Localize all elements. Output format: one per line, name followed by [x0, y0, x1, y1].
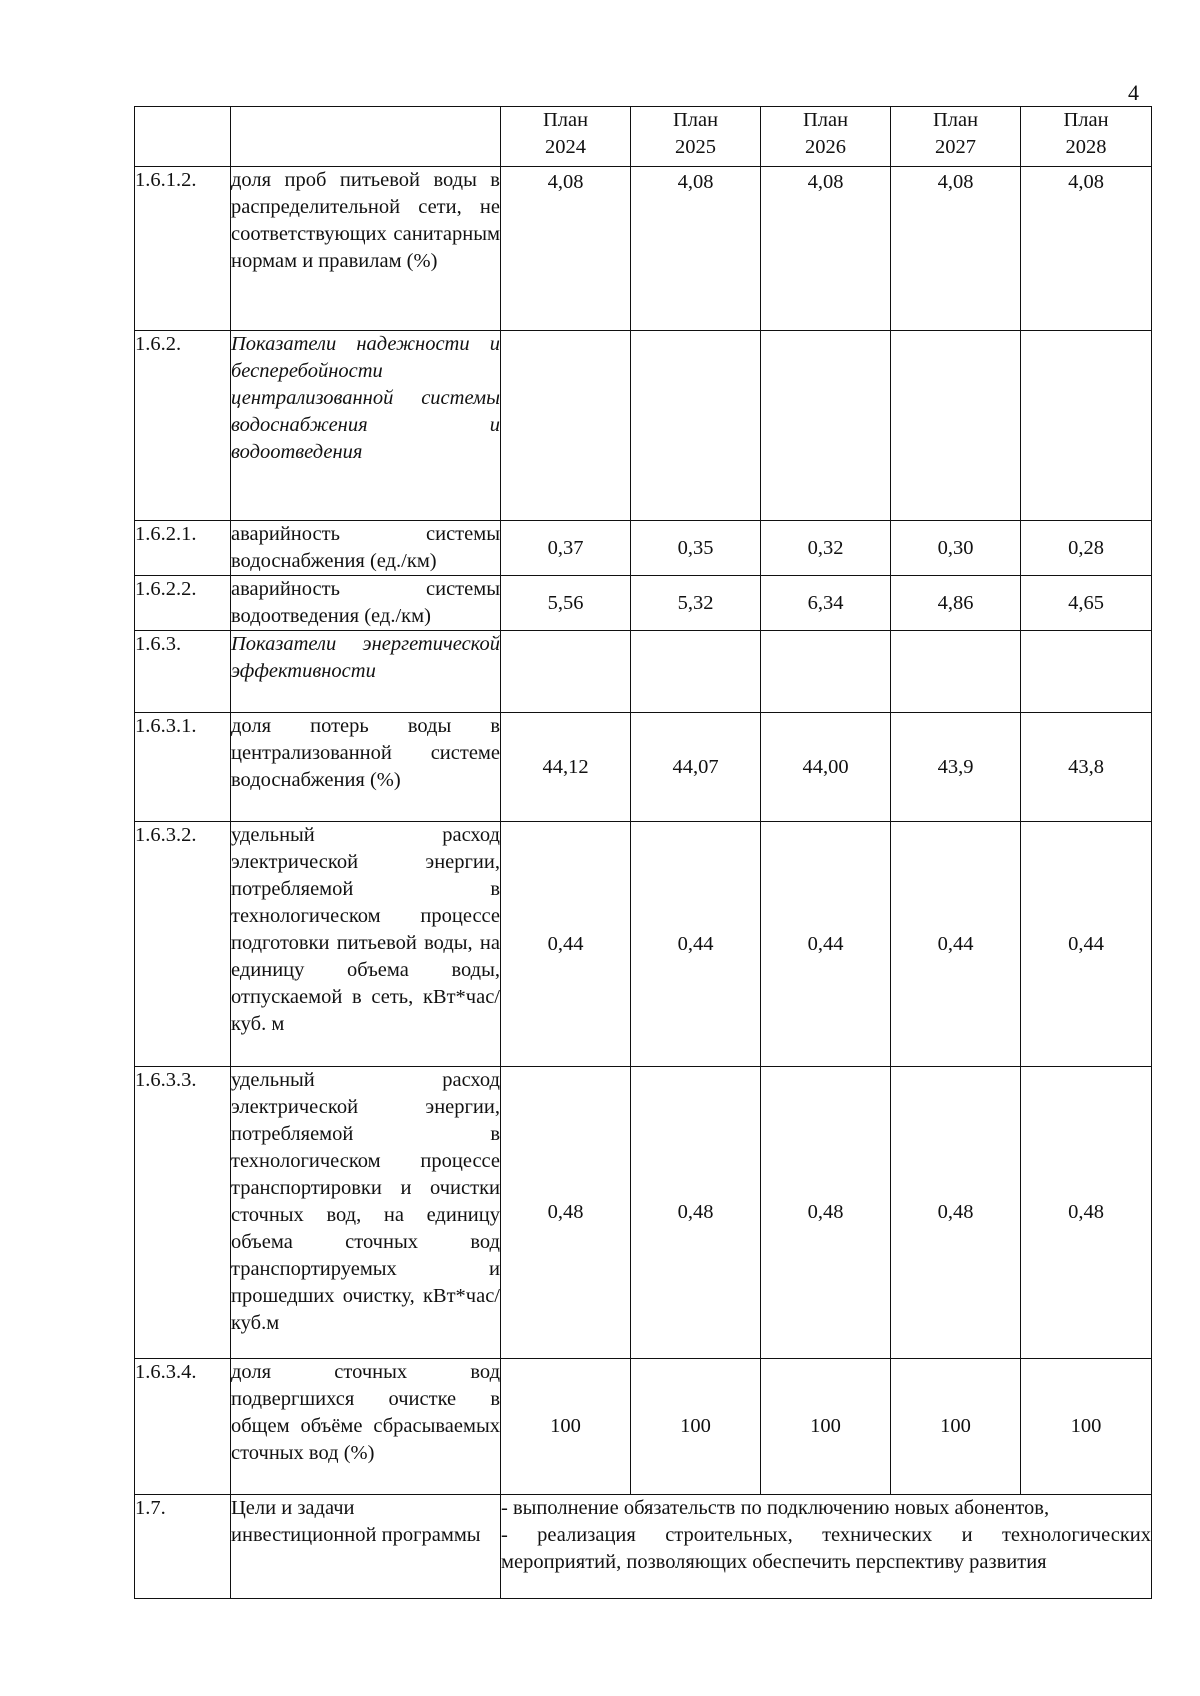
table-row	[135, 1359, 1152, 1495]
row-number: 1.6.3.3.	[135, 1067, 231, 1359]
row-description: удельный расход электрической энергии, потребляемой в технологическом процессе подготовки питьевой воды, на единицу объема воды, отпускаемой в сеть, кВт*час/куб. м	[231, 822, 501, 1067]
row-number: 1.6.1.2.	[135, 167, 231, 331]
value-2028: 4,65	[1021, 576, 1152, 631]
goal-item: - реализация строительных, технических и технологических мероприятий, позволяющих обеспечить перспективу развития	[501, 1524, 1151, 1573]
table-row	[135, 521, 1152, 576]
plan-year: 2026	[805, 136, 846, 158]
plan-year: 2025	[675, 136, 716, 158]
plan-label: План	[672, 109, 719, 131]
value-2025: 5,32	[631, 576, 761, 631]
value-2027: 100	[891, 1359, 1021, 1495]
value-2026: 0,32	[761, 521, 891, 576]
value-2026: 4,08	[761, 167, 891, 331]
value-2024: 0,48	[501, 1067, 631, 1359]
row-number: 1.6.2.	[135, 331, 231, 521]
table-row	[135, 167, 1152, 331]
value-2028: 4,08	[1021, 167, 1152, 331]
row-description: доля проб питьевой воды в распределительной сети, не соответствующих санитарным нормам и правилам (%)	[231, 167, 501, 331]
value-2025: 0,48	[631, 1067, 761, 1359]
header-plan-2025	[631, 107, 761, 167]
plan-year: 2024	[545, 136, 586, 158]
plan-year: 2027	[935, 136, 976, 158]
table-row	[135, 576, 1152, 631]
page-number: 4	[1128, 80, 1139, 105]
table-row	[135, 1067, 1152, 1359]
header-number-cell	[135, 107, 231, 167]
header-plan-2026	[761, 107, 891, 167]
plan-label: План	[542, 109, 589, 131]
table-row-section	[135, 331, 1152, 521]
plan-label: План	[932, 109, 979, 131]
value-2028: 43,8	[1021, 713, 1152, 822]
value-2025	[631, 331, 761, 521]
value-2024	[501, 631, 631, 713]
value-2024: 100	[501, 1359, 631, 1495]
value-2027: 0,44	[891, 822, 1021, 1067]
header-row	[135, 107, 1152, 167]
value-2027: 43,9	[891, 713, 1021, 822]
value-2024: 5,56	[501, 576, 631, 631]
value-2027	[891, 331, 1021, 521]
header-plan-2024	[501, 107, 631, 167]
row-number: 1.7.	[135, 1495, 231, 1599]
value-2026: 100	[761, 1359, 891, 1495]
row-number: 1.6.3.4.	[135, 1359, 231, 1495]
value-2024: 44,12	[501, 713, 631, 822]
value-2025: 44,07	[631, 713, 761, 822]
value-2024: 0,44	[501, 822, 631, 1067]
header-plan-2027	[891, 107, 1021, 167]
header-description-cell	[231, 107, 501, 167]
targets-table	[134, 106, 1152, 1599]
value-2026: 0,48	[761, 1067, 891, 1359]
row-description: доля потерь воды в централизованной системе водоснабжения (%)	[231, 713, 501, 822]
goal-item: - выполнение обязательств по подключению новых абонентов,	[501, 1497, 1050, 1519]
value-2024: 4,08	[501, 167, 631, 331]
plan-label: План	[1063, 109, 1109, 131]
row-description: аварийность системы водоотведения (ед./км)	[231, 576, 501, 631]
value-2025: 0,35	[631, 521, 761, 576]
value-2027: 4,08	[891, 167, 1021, 331]
table-row-goals	[135, 1495, 1152, 1599]
row-number: 1.6.3.1.	[135, 713, 231, 822]
value-2028: 0,44	[1021, 822, 1152, 1067]
value-2028	[1021, 331, 1152, 521]
value-2024	[501, 331, 631, 521]
plan-year: 2028	[1065, 136, 1107, 158]
value-2026	[761, 331, 891, 521]
value-2025: 0,44	[631, 822, 761, 1067]
row-number: 1.6.3.2.	[135, 822, 231, 1067]
value-2028	[1021, 631, 1152, 713]
row-description: доля сточных вод подвергшихся очистке в общем объёме сбрасываемых сточных вод (%)	[231, 1359, 501, 1495]
value-2027	[891, 631, 1021, 713]
row-number: 1.6.2.2.	[135, 576, 231, 631]
value-2027: 4,86	[891, 576, 1021, 631]
row-number: 1.6.2.1.	[135, 521, 231, 576]
value-2025	[631, 631, 761, 713]
table-row	[135, 713, 1152, 822]
value-2026: 44,00	[761, 713, 891, 822]
value-2026	[761, 631, 891, 713]
plan-label: План	[802, 109, 849, 131]
value-2028: 0,48	[1021, 1067, 1152, 1359]
value-2028: 0,28	[1021, 521, 1152, 576]
value-2026: 0,44	[761, 822, 891, 1067]
table-row-section	[135, 631, 1152, 713]
row-description: Цели и задачи инвестиционной программы	[231, 1495, 501, 1599]
row-description: аварийность системы водоснабжения (ед./км)	[231, 521, 501, 576]
header-plan-2028	[1021, 107, 1152, 167]
value-2025: 100	[631, 1359, 761, 1495]
value-2027: 0,48	[891, 1067, 1021, 1359]
value-2028: 100	[1021, 1359, 1152, 1495]
row-description: удельный расход электрической энергии, потребляемой в технологическом процессе транспортировки и очистки сточных вод, на единицу объема сточных вод транспортируемых и прошедших очистку, кВт*час/куб.м	[231, 1067, 501, 1359]
value-2024: 0,37	[501, 521, 631, 576]
table-row	[135, 822, 1152, 1067]
row-number: 1.6.3.	[135, 631, 231, 713]
value-2025: 4,08	[631, 167, 761, 331]
value-2027: 0,30	[891, 521, 1021, 576]
section-heading: Показатели энергетической эффективности	[231, 631, 501, 713]
goals-text	[501, 1495, 1152, 1599]
value-2026: 6,34	[761, 576, 891, 631]
section-heading: Показатели надежности и бесперебойности централизованной системы водоснабжения и водоотведения	[231, 331, 501, 521]
